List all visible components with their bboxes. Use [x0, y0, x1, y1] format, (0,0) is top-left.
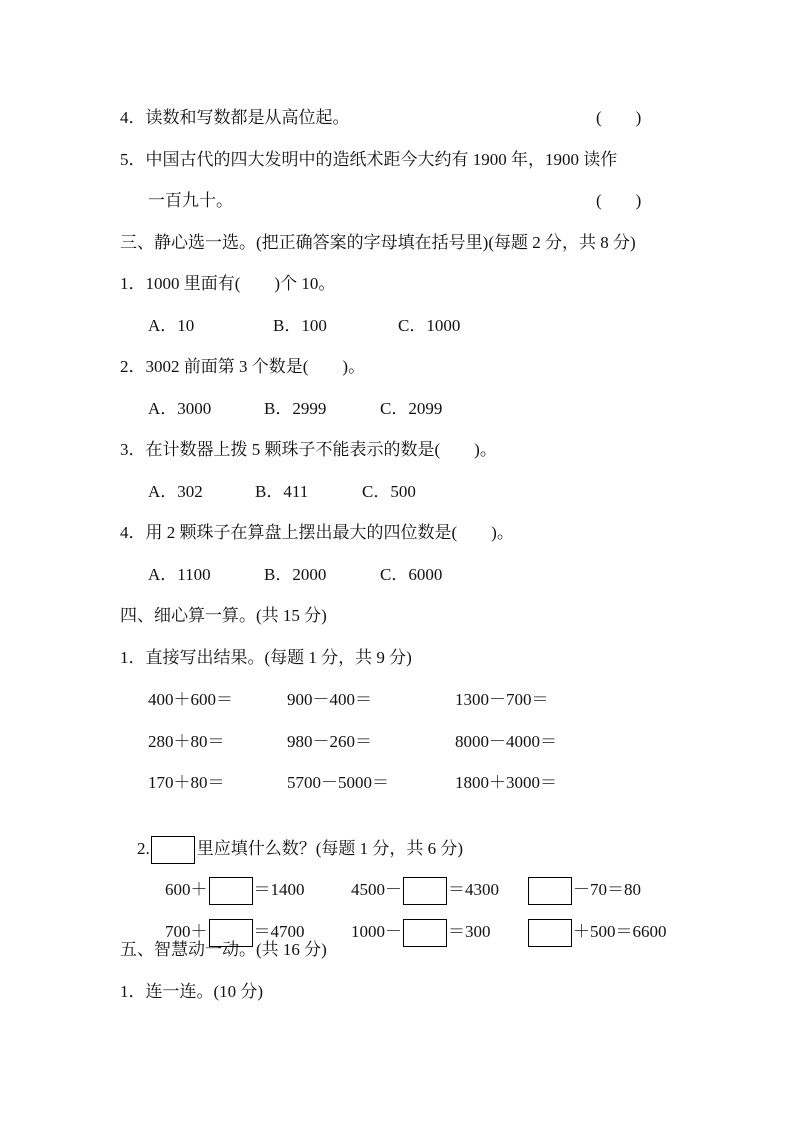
calc-expression: 980－260＝	[287, 732, 372, 751]
option-a[interactable]: A．302	[148, 482, 203, 501]
fill-equation: 4500－ ＝4300	[334, 855, 499, 927]
calc-expression: 400＋600＝	[148, 690, 233, 709]
fill-equation: 700＋ ＝4700	[148, 897, 305, 969]
option-b[interactable]: B．2999	[264, 399, 327, 418]
judge-question-5-line1: 5．中国古代的四大发明中的造纸术距今大约有 1900 年，1900 读作	[120, 150, 618, 169]
fill-equation: －70＝80	[510, 855, 641, 927]
option-b[interactable]: B．411	[255, 482, 309, 501]
calc-expression: 280＋80＝	[148, 732, 225, 751]
section-5-title: 五、智慧动一动。(共 16 分)	[120, 940, 327, 959]
fill-equation: 1000－ ＝300	[334, 897, 491, 969]
option-b[interactable]: B．100	[273, 316, 327, 335]
option-c[interactable]: C．6000	[380, 565, 443, 584]
calc-expression: 5700－5000＝	[287, 773, 389, 792]
answer-paren-4[interactable]: ( )	[596, 108, 642, 127]
option-a[interactable]: A．1100	[148, 565, 211, 584]
choice-question-2: 2．3002 前面第 3 个数是( )。	[120, 357, 366, 376]
option-c[interactable]: C．500	[362, 482, 416, 501]
calc-expression: 1300－700＝	[455, 690, 549, 709]
judge-question-5-line2: 一百九十。	[148, 191, 233, 210]
option-b[interactable]: B．2000	[264, 565, 327, 584]
choice-question-4: 4．用 2 颗珠子在算盘上摆出最大的四位数是( )。	[120, 523, 514, 542]
section-4-title: 四、细心算一算。(共 15 分)	[120, 606, 327, 625]
calc-expression: 8000－4000＝	[455, 732, 557, 751]
section-3-title: 三、静心选一选。(把正确答案的字母填在括号里)(每题 2 分，共 8 分)	[120, 233, 636, 252]
section-4-sub1: 1．直接写出结果。(每题 1 分，共 9 分)	[120, 648, 412, 667]
calc-expression: 170＋80＝	[148, 773, 225, 792]
fill-equation: ＋500＝6600	[510, 897, 667, 969]
answer-box[interactable]	[528, 919, 572, 947]
calc-expression: 1800＋3000＝	[455, 773, 557, 792]
option-a[interactable]: A．10	[148, 316, 195, 335]
option-c[interactable]: C．1000	[398, 316, 461, 335]
fill-equation: 600＋ ＝1400	[148, 855, 305, 927]
answer-box[interactable]	[403, 919, 447, 947]
section-5-sub1: 1．连一连。(10 分)	[120, 982, 264, 1001]
sub2-instruction: 里应填什么数？(每题 1 分，共 6 分)	[196, 838, 464, 858]
option-c[interactable]: C．2099	[380, 399, 443, 418]
option-a[interactable]: A．3000	[148, 399, 212, 418]
choice-question-3: 3．在计数器上拨 5 颗珠子不能表示的数是( )。	[120, 440, 497, 459]
choice-question-1: 1．1000 里面有( )个 10。	[120, 274, 336, 293]
sub2-number: 2.	[137, 838, 150, 858]
calc-expression: 900－400＝	[287, 690, 372, 709]
answer-paren-5[interactable]: ( )	[596, 191, 642, 210]
judge-question-4: 4．读数和写数都是从高位起。	[120, 108, 350, 127]
